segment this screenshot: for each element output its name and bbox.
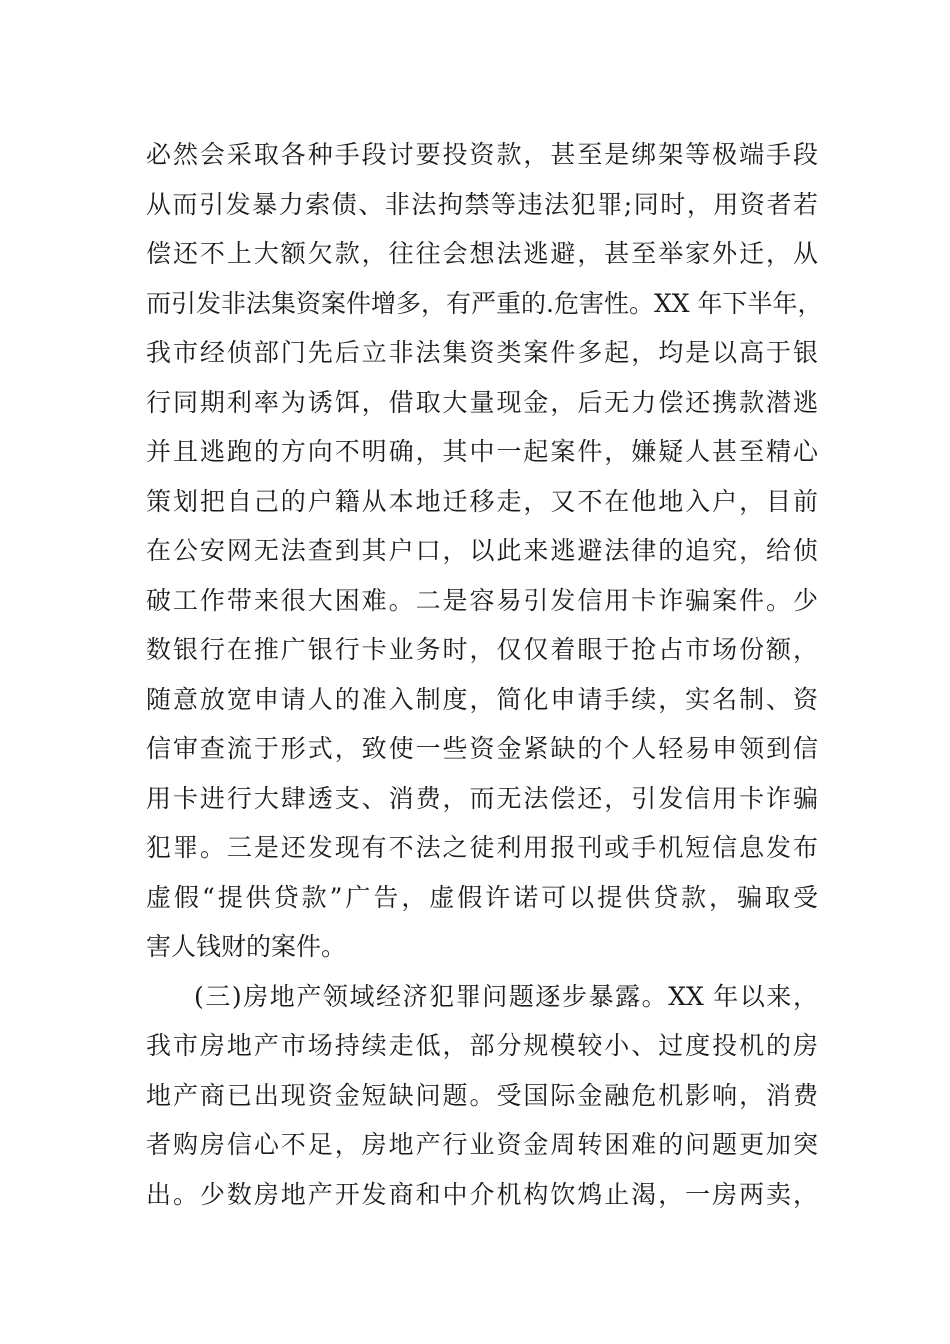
text-line: 在公安网无法查到其户口，以此来逃避法律的追究，给侦 <box>146 536 818 565</box>
text-line: 虚假“提供贷款”广告，虚假许诺可以提供贷款，骗取受 <box>146 882 818 912</box>
text-line: 从而引发暴力索债、非法拘禁等违法犯罪;同时，用资者若 <box>146 189 818 219</box>
text-line: 犯罪。三是还发现有不法之徒利用报刊或手机短信息发布 <box>146 833 818 862</box>
text-line: 偿还不上大额欠款，往往会想法逃避，甚至举家外迁，从 <box>146 239 818 268</box>
text-line: 我市房地产市场持续走低，部分规模较小、过度投机的房 <box>146 1031 818 1060</box>
text-line: 随意放宽申请人的准入制度，简化申请手续，实名制、资 <box>146 684 818 714</box>
text-line: 策划把自己的户籍从本地迁移走，又不在他地入户，目前 <box>146 486 818 516</box>
body-text <box>146 130 846 1219</box>
text-line: 我市经侦部门先后立非法集资类案件多起，均是以高于银 <box>146 338 818 367</box>
text-line: 用卡进行大肆透支、消费，而无法偿还，引发信用卡诈骗 <box>146 783 818 813</box>
text-line: 必然会采取各种手段讨要投资款，甚至是绑架等极端手段 <box>146 140 818 169</box>
text-line: 地产商已出现资金短缺问题。受国际金融危机影响，消费 <box>146 1080 818 1110</box>
text-line: 者购房信心不足，房地产行业资金周转困难的问题更加突 <box>146 1130 818 1159</box>
text-line: 破工作带来很大困难。二是容易引发信用卡诈骗案件。少 <box>146 585 818 615</box>
text-line: 行同期利率为诱饵，借取大量现金，后无力偿还携款潜逃 <box>146 387 818 417</box>
text-line: 并且逃跑的方向不明确，其中一起案件，嫌疑人甚至精心 <box>146 437 818 466</box>
text-line: 数银行在推广银行卡业务时，仅仅着眼于抢占市场份额， <box>146 635 818 664</box>
text-line: 信审查流于形式，致使一些资金紧缺的个人轻易申领到信 <box>146 734 818 763</box>
section-heading-line: (三)房地产领域经济犯罪问题逐步暴露。XX 年以来， <box>194 981 818 1011</box>
text-line: 出。少数房地产开发商和中介机构饮鸩止渴，一房两卖， <box>146 1179 818 1209</box>
text-line: 害人钱财的案件。 <box>146 932 347 961</box>
text-line: 而引发非法集资案件增多，有严重的.危害性。XX 年下半年， <box>146 288 823 318</box>
